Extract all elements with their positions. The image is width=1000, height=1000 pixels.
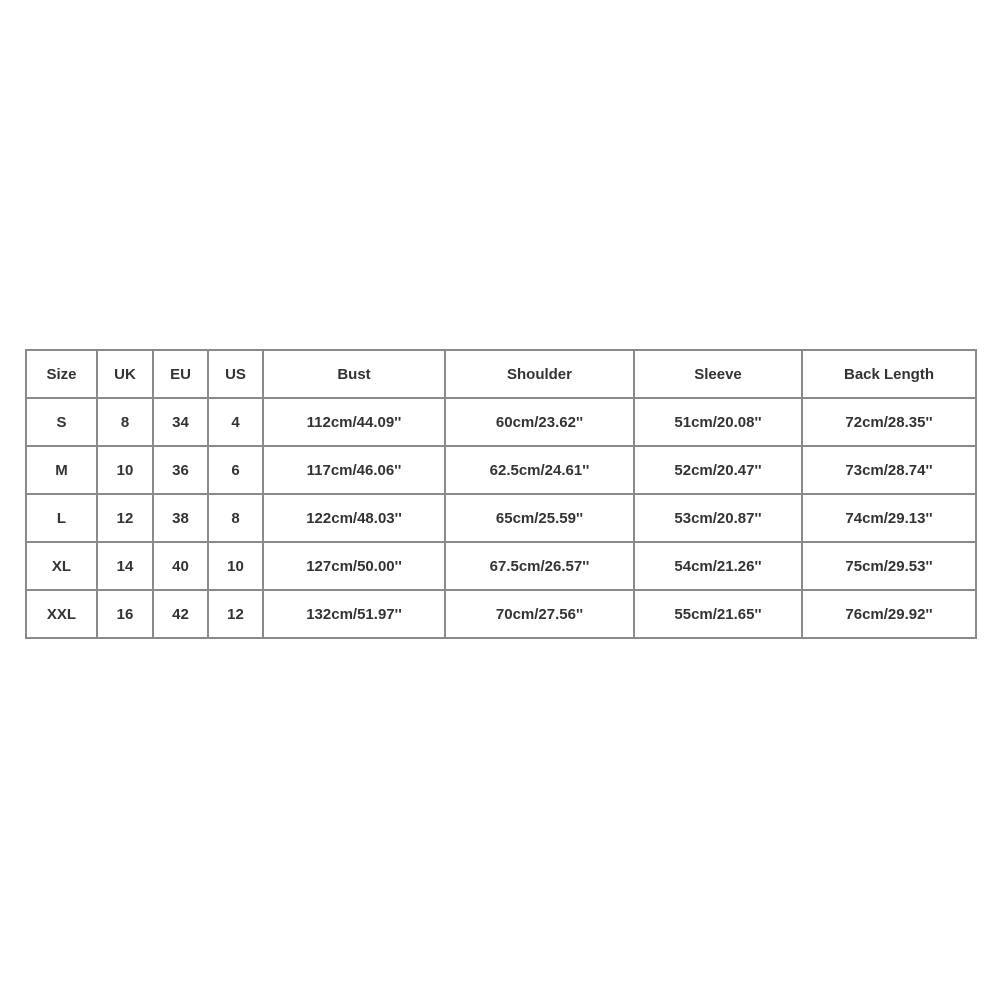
cell-bust: 117cm/46.06'' <box>263 446 445 494</box>
header-bust: Bust <box>263 350 445 398</box>
cell-us: 12 <box>208 590 263 638</box>
cell-us: 10 <box>208 542 263 590</box>
table-row <box>26 590 976 638</box>
cell-us: 4 <box>208 398 263 446</box>
cell-us: 6 <box>208 446 263 494</box>
header-sleeve: Sleeve <box>634 350 802 398</box>
cell-uk: 16 <box>97 590 153 638</box>
cell-size: L <box>26 494 97 542</box>
cell-shoulder: 65cm/25.59'' <box>445 494 634 542</box>
cell-bust: 112cm/44.09'' <box>263 398 445 446</box>
cell-size: XL <box>26 542 97 590</box>
cell-uk: 14 <box>97 542 153 590</box>
header-shoulder: Shoulder <box>445 350 634 398</box>
cell-back-length: 73cm/28.74'' <box>802 446 976 494</box>
cell-back-length: 74cm/29.13'' <box>802 494 976 542</box>
header-eu: EU <box>153 350 208 398</box>
header-back-length: Back Length <box>802 350 976 398</box>
cell-eu: 42 <box>153 590 208 638</box>
cell-eu: 38 <box>153 494 208 542</box>
cell-sleeve: 53cm/20.87'' <box>634 494 802 542</box>
cell-eu: 34 <box>153 398 208 446</box>
header-size: Size <box>26 350 97 398</box>
header-us: US <box>208 350 263 398</box>
cell-sleeve: 51cm/20.08'' <box>634 398 802 446</box>
table-row <box>26 398 976 446</box>
cell-sleeve: 52cm/20.47'' <box>634 446 802 494</box>
cell-us: 8 <box>208 494 263 542</box>
cell-bust: 132cm/51.97'' <box>263 590 445 638</box>
cell-sleeve: 54cm/21.26'' <box>634 542 802 590</box>
cell-size: M <box>26 446 97 494</box>
cell-shoulder: 67.5cm/26.57'' <box>445 542 634 590</box>
cell-shoulder: 70cm/27.56'' <box>445 590 634 638</box>
cell-bust: 122cm/48.03'' <box>263 494 445 542</box>
cell-bust: 127cm/50.00'' <box>263 542 445 590</box>
cell-shoulder: 62.5cm/24.61'' <box>445 446 634 494</box>
cell-sleeve: 55cm/21.65'' <box>634 590 802 638</box>
cell-uk: 8 <box>97 398 153 446</box>
cell-back-length: 72cm/28.35'' <box>802 398 976 446</box>
cell-back-length: 76cm/29.92'' <box>802 590 976 638</box>
cell-size: S <box>26 398 97 446</box>
table-row <box>26 446 976 494</box>
cell-back-length: 75cm/29.53'' <box>802 542 976 590</box>
table-row <box>26 494 976 542</box>
cell-shoulder: 60cm/23.62'' <box>445 398 634 446</box>
cell-eu: 36 <box>153 446 208 494</box>
cell-uk: 12 <box>97 494 153 542</box>
table-header-row <box>26 350 976 398</box>
size-chart-table <box>25 349 977 639</box>
table-row <box>26 542 976 590</box>
cell-size: XXL <box>26 590 97 638</box>
cell-eu: 40 <box>153 542 208 590</box>
cell-uk: 10 <box>97 446 153 494</box>
header-uk: UK <box>97 350 153 398</box>
